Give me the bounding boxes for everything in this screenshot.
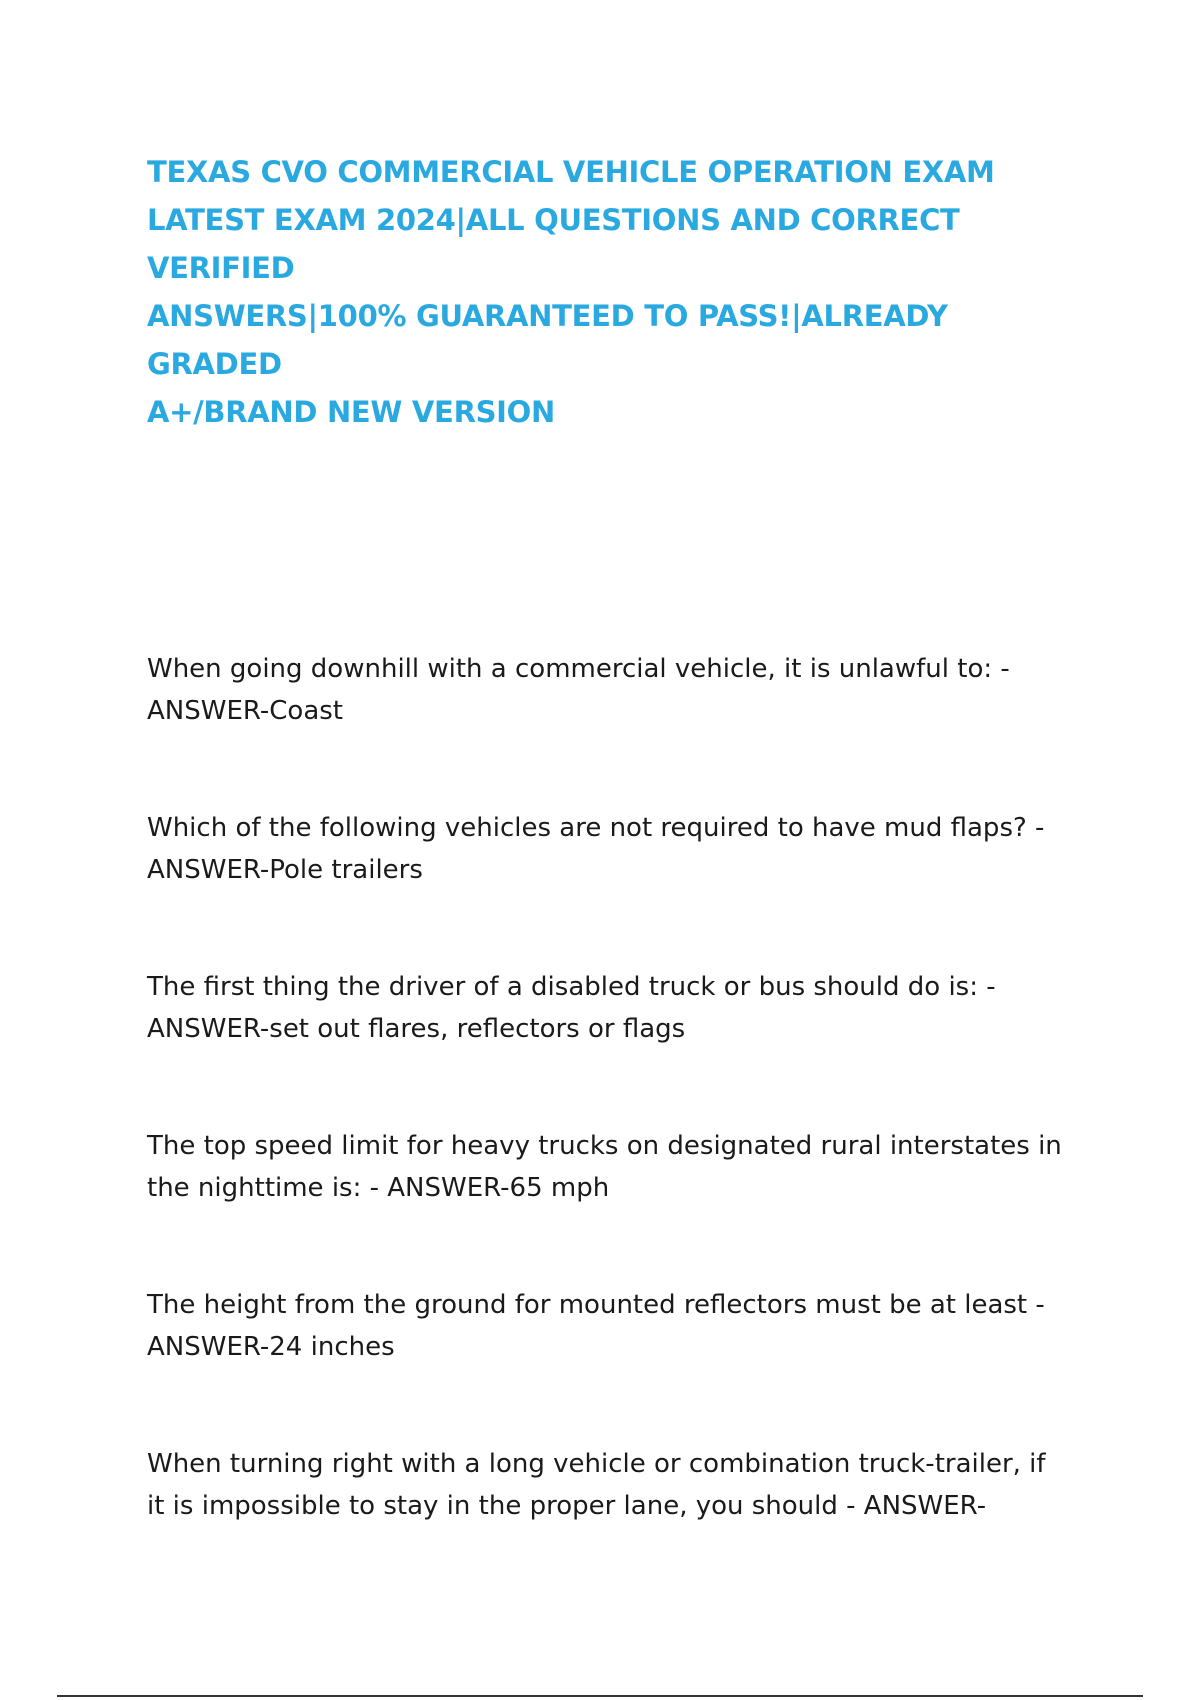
qa-text-line: When turning right with a long vehicle or combination truck-trailer, if [147, 1449, 1046, 1479]
qa-text-line: ANSWER-24 inches [147, 1332, 395, 1362]
question-answer-item [147, 966, 1087, 1050]
question-answer-item [147, 807, 1087, 891]
qa-text-line: The first thing the driver of a disabled truck or bus should do is: - [147, 972, 996, 1002]
document-title [147, 148, 1087, 436]
qa-text-line: the nighttime is: - ANSWER-65 mph [147, 1173, 610, 1203]
title-line: ANSWERS|100% GUARANTEED TO PASS!|ALREADY GRADED [147, 299, 948, 381]
title-line: A+/BRAND NEW VERSION [147, 395, 556, 429]
qa-text-line: ANSWER-Coast [147, 696, 344, 726]
title-line: TEXAS CVO COMMERCIAL VEHICLE OPERATION EXAM [147, 155, 995, 189]
qa-text-line: Which of the following vehicles are not required to have mud flaps? - [147, 813, 1045, 843]
question-answer-list [147, 648, 1087, 1602]
qa-text-line: it is impossible to stay in the proper lane, you should - ANSWER- [147, 1491, 987, 1521]
qa-text-line: ANSWER-Pole trailers [147, 855, 423, 885]
qa-text-line: When going downhill with a commercial vehicle, it is unlawful to: - [147, 654, 1010, 684]
qa-text-line: ANSWER-set out flares, reflectors or flags [147, 1014, 686, 1044]
title-line: LATEST EXAM 2024|ALL QUESTIONS AND CORRECT VERIFIED [147, 203, 960, 285]
page-bottom-rule [57, 1695, 1143, 1697]
question-answer-item [147, 648, 1087, 732]
question-answer-item [147, 1443, 1087, 1527]
question-answer-item [147, 1125, 1087, 1209]
qa-text-line: The height from the ground for mounted reflectors must be at least - [147, 1290, 1045, 1320]
qa-text-line: The top speed limit for heavy trucks on designated rural interstates in [147, 1131, 1062, 1161]
question-answer-item [147, 1284, 1087, 1368]
